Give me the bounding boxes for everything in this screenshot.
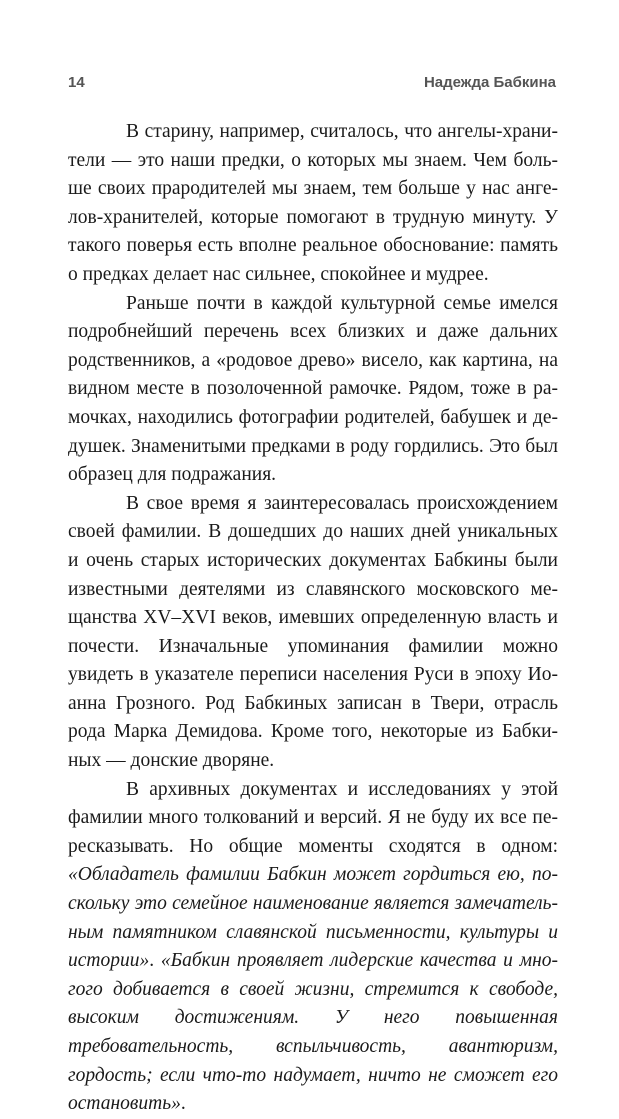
paragraph-archive-versions (68, 776, 558, 1119)
quote-surname-pride: «Обладатель фамилии Бабкин может гордиться ею, поскольку это семейное наименование является замечательным памятником славянской письменности, культуры и истории» (68, 864, 558, 972)
running-head: Надежда Бабкина (423, 74, 556, 91)
body-text (68, 118, 558, 1119)
page-header (68, 74, 556, 98)
quote-separator: . (149, 950, 161, 972)
archive-lead-text: В архивных документах и исследованиях у этой фамилии много толкований и версий. Я не буду их все пересказывать. Но общие моменты сходятся в одном: (68, 778, 558, 857)
paragraph-family-tree: Раньше почти в каждой культурной семье имелся подробнейший перечень всех близких и даже дальних родственников, а «родовое древо» висело, как картина, на видном месте в позолоченной рамочке. Рядом, тоже в рамочках, находились фотографии родителей, бабушек и дедушек. Знаменитыми предками в роду гордились. Это был образец для подражания. (68, 292, 558, 486)
page-number: 14 (68, 74, 85, 91)
paragraph-surname-origin: В свое время я заинтересовалась происхождением своей фамилии. В дошедших до наших дней уникальных и очень старых исторических документах Бабкины были известными деятелями из славянского московского мещанства XV–XVI веков, имевших определенную власть и почести. Изначальные упоминания фамилии можно увидеть в указателе переписи населения Руси в эпоху Иоанна Грозного. Род Бабкиных записан в Твери, отрасль рода Марка Демидова. Кроме того, некоторые из Бабкиных — донские дворяне. (68, 492, 558, 772)
paragraph-guardian-angels: В старину, например, считалось, что ангелы-хранители — это наши предки, о которых мы знаем. Чем больше своих прародителей мы знаем, тем больше у нас ангелов-хранителей, которые помогают в трудную минуту. У такого поверья есть вполне реальное обоснование: память о предках делает нас сильнее, спокойнее и мудрее. (68, 121, 558, 285)
quote-leadership: «Бабкин проявляет лидерские качества и многого добивается в своей жизни, стремится к свободе, высоким достижениям. У него повышенная требовательность, вспыльчивость, авантюризм, гордость; если что-то надумает, ничто не сможет его остановить» (68, 950, 559, 1115)
paragraph-end: . (180, 1093, 186, 1115)
